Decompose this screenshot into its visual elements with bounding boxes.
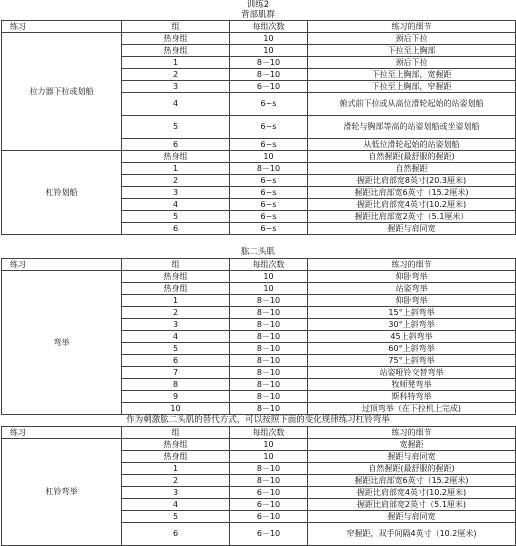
set-cell: 2: [122, 175, 230, 187]
detail-cell: 颈后下拉: [308, 57, 516, 69]
reps-cell: 8－10: [230, 367, 308, 379]
header-detail: 练习的细节: [308, 427, 516, 439]
reps-cell: 6~s: [230, 93, 308, 116]
detail-cell: 自然握距(最舒服的握距): [308, 463, 516, 475]
reps-cell: 6~s: [230, 139, 308, 151]
section-spacer: [0, 235, 516, 247]
detail-cell: 握距比肩部宽2英寸（5.1厘米）: [308, 211, 516, 223]
reps-cell: 8－10: [230, 355, 308, 367]
set-cell: 8: [122, 379, 230, 391]
set-cell: 2: [122, 307, 230, 319]
exercise-name: 杠铃弯举: [2, 439, 122, 546]
reps-cell: 8－10: [230, 57, 308, 69]
reps-cell: 8－10: [230, 343, 308, 355]
set-cell: 3: [122, 187, 230, 199]
reps-cell: 6~s: [230, 223, 308, 235]
detail-cell: 握距比肩部宽2英寸（5.1厘米): [308, 499, 516, 511]
reps-cell: 8－10: [230, 463, 308, 475]
sheet-title: 训练2: [246, 0, 270, 10]
header-exercise: 练习: [2, 21, 122, 33]
exercise-table: [1, 20, 516, 235]
detail-cell: 仰卧弯举: [308, 295, 516, 307]
exercise-name: 杠铃划船: [2, 151, 122, 235]
set-cell: 热身组: [122, 439, 230, 451]
set-cell: 6: [122, 523, 230, 546]
header-detail: 练习的细节: [308, 259, 516, 271]
detail-cell: 握距比肩部宽4英寸(10.2厘米): [308, 199, 516, 211]
reps-cell: 10: [230, 271, 308, 283]
table-row: [2, 151, 516, 163]
set-cell: 2: [122, 475, 230, 487]
set-cell: 6: [122, 355, 230, 367]
header-row: [2, 427, 516, 439]
reps-cell: 6~s: [230, 175, 308, 187]
set-cell: 1: [122, 163, 230, 175]
detail-cell: 颈后下拉: [308, 33, 516, 45]
set-cell: 1: [122, 295, 230, 307]
set-cell: 4: [122, 499, 230, 511]
reps-cell: 6－10: [230, 81, 308, 93]
detail-cell: 从低位滑轮起始的站姿划船: [308, 139, 516, 151]
set-cell: 5: [122, 116, 230, 139]
detail-cell: 握距比肩部宽8英寸(20.3厘米): [308, 175, 516, 187]
header-set: 组: [122, 427, 230, 439]
detail-cell: 自然握距: [308, 163, 516, 175]
header-reps: 每组次数: [230, 259, 308, 271]
reps-cell: 8－10: [230, 69, 308, 81]
reps-cell: 6－10: [230, 511, 308, 523]
reps-cell: 8－10: [230, 295, 308, 307]
set-cell: 3: [122, 319, 230, 331]
detail-cell: 15°上斜弯举: [308, 307, 516, 319]
set-cell: 4: [122, 199, 230, 211]
detail-cell: 站姿弯举: [308, 283, 516, 295]
exercise-name: 拉力器下拉或划船: [2, 33, 122, 151]
reps-cell: 6~s: [230, 116, 308, 139]
detail-cell: 牧师凳弯举: [308, 379, 516, 391]
exercise-table: [1, 258, 516, 415]
detail-cell: 60°上斜弯举: [308, 343, 516, 355]
reps-cell: 8－10: [230, 163, 308, 175]
detail-cell: 站姿哑铃交替弯举: [308, 367, 516, 379]
detail-cell: 俯式前下拉或从高位滑轮起始的站姿划船: [308, 93, 516, 116]
detail-cell: 下拉至上胸部，窄握距: [308, 81, 516, 93]
header-row: [2, 259, 516, 271]
reps-cell: 8－10: [230, 403, 308, 415]
detail-cell: 宽握距: [308, 439, 516, 451]
reps-cell: 8－10: [230, 319, 308, 331]
detail-cell: 75°上斜弯举: [308, 355, 516, 367]
reps-cell: 6~s: [230, 199, 308, 211]
reps-cell: 10: [230, 283, 308, 295]
detail-cell: 握距比肩部宽4英寸(10.2厘米): [308, 487, 516, 499]
reps-cell: 8－10: [230, 379, 308, 391]
section-caption: 作为刺激肱二头肌的替代方式，可以按照下面的变化规律练习杠铃弯举: [126, 415, 390, 425]
set-cell: 热身组: [122, 151, 230, 163]
table-row: [2, 439, 516, 451]
header-detail: 练习的细节: [308, 21, 516, 33]
set-cell: 3: [122, 487, 230, 499]
set-cell: 1: [122, 463, 230, 475]
detail-cell: 下拉至上胸部: [308, 45, 516, 57]
table-row: [2, 33, 516, 45]
section-caption: 肱二头肌: [240, 247, 275, 257]
detail-cell: 30°上斜弯举: [308, 319, 516, 331]
reps-cell: 10: [230, 33, 308, 45]
reps-cell: 6－10: [230, 487, 308, 499]
header-set: 组: [122, 259, 230, 271]
reps-cell: 6~s: [230, 187, 308, 199]
set-cell: 9: [122, 391, 230, 403]
set-cell: 4: [122, 93, 230, 116]
detail-cell: 过顶弯举（在下拉机上完成): [308, 403, 516, 415]
detail-cell: 窄握距，双手间隔4英寸（10.2厘米): [308, 523, 516, 546]
set-cell: 5: [122, 211, 230, 223]
reps-cell: 10: [230, 439, 308, 451]
reps-cell: 8－10: [230, 331, 308, 343]
set-cell: 热身组: [122, 283, 230, 295]
header-reps: 每组次数: [230, 21, 308, 33]
set-cell: 热身组: [122, 271, 230, 283]
exercise-name: 弯举: [2, 271, 122, 415]
detail-cell: 握距与肩同宽: [308, 451, 516, 463]
reps-cell: 10: [230, 45, 308, 57]
set-cell: 热身组: [122, 45, 230, 57]
reps-cell: 10: [230, 451, 308, 463]
set-cell: 4: [122, 331, 230, 343]
table-row: [2, 271, 516, 283]
set-cell: 6: [122, 139, 230, 151]
set-cell: 热身组: [122, 451, 230, 463]
set-cell: 热身组: [122, 33, 230, 45]
header-exercise: 练习: [2, 427, 122, 439]
reps-cell: 8－10: [230, 391, 308, 403]
section-caption: 背部肌群: [240, 10, 275, 20]
detail-cell: 仰卧弯举: [308, 271, 516, 283]
set-cell: 2: [122, 69, 230, 81]
detail-cell: 握距比肩部宽6英寸（15.2厘米): [308, 187, 516, 199]
detail-cell: 握距与肩同宽: [308, 511, 516, 523]
reps-cell: 8－10: [230, 307, 308, 319]
detail-cell: 自然握距(最舒服的握距): [308, 151, 516, 163]
detail-cell: 滑轮与胸部等高的站姿划船或坐姿划船: [308, 116, 516, 139]
detail-cell: 握距与肩同宽: [308, 223, 516, 235]
tables-container: [0, 11, 516, 546]
set-cell: 7: [122, 367, 230, 379]
set-cell: 10: [122, 403, 230, 415]
header-set: 组: [122, 21, 230, 33]
set-cell: 5: [122, 511, 230, 523]
detail-cell: 下拉至上胸部，宽握距: [308, 69, 516, 81]
detail-cell: 握距比肩部宽6英寸（15.2厘米): [308, 475, 516, 487]
header-reps: 每组次数: [230, 427, 308, 439]
reps-cell: 6~s: [230, 211, 308, 223]
header-row: [2, 21, 516, 33]
set-cell: 5: [122, 343, 230, 355]
set-cell: 1: [122, 57, 230, 69]
reps-cell: 10: [230, 151, 308, 163]
reps-cell: 6－10: [230, 523, 308, 546]
reps-cell: 8－10: [230, 475, 308, 487]
set-cell: 3: [122, 81, 230, 93]
set-cell: 6: [122, 223, 230, 235]
header-exercise: 练习: [2, 259, 122, 271]
detail-cell: 45上斜弯举: [308, 331, 516, 343]
reps-cell: 6－10: [230, 499, 308, 511]
detail-cell: 斯科特弯举: [308, 391, 516, 403]
exercise-table: [1, 426, 516, 546]
